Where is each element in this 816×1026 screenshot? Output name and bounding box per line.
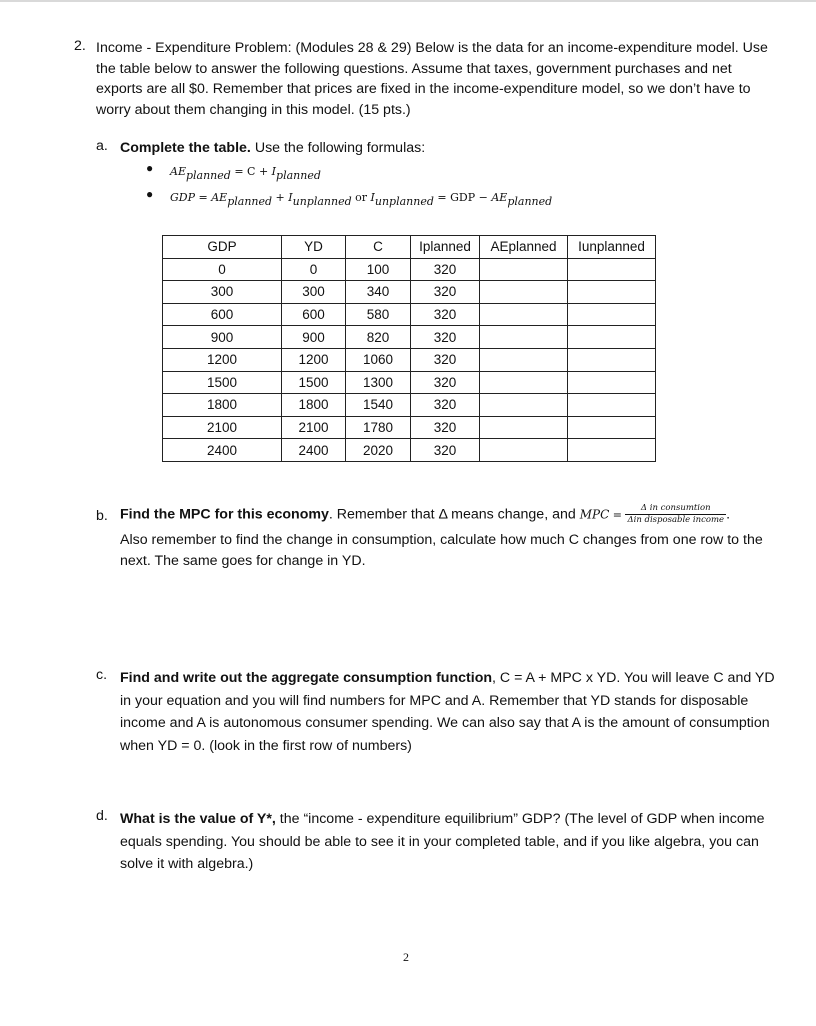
header-yd: YD xyxy=(282,236,346,259)
table-cell: 900 xyxy=(282,326,346,349)
table-cell[interactable] xyxy=(568,439,656,462)
table-cell: 320 xyxy=(411,348,480,371)
part-b-letter: b. xyxy=(96,508,108,524)
table-row xyxy=(163,394,656,417)
header-iplanned: Iplanned xyxy=(411,236,480,259)
table-cell[interactable] xyxy=(568,348,656,371)
part-a-letter: a. xyxy=(96,138,108,154)
table-cell[interactable] xyxy=(568,326,656,349)
table-cell: 320 xyxy=(411,394,480,417)
table-cell: 340 xyxy=(346,281,411,304)
table-cell: 1800 xyxy=(282,394,346,417)
table-cell: 2400 xyxy=(163,439,282,462)
table-row xyxy=(163,371,656,394)
table-cell[interactable] xyxy=(568,394,656,417)
table-cell: 2020 xyxy=(346,439,411,462)
table-cell[interactable] xyxy=(480,258,568,281)
table-cell[interactable] xyxy=(480,394,568,417)
table-cell: 2100 xyxy=(163,416,282,439)
table-cell: 1200 xyxy=(282,348,346,371)
table-cell[interactable] xyxy=(568,371,656,394)
table-cell: 820 xyxy=(346,326,411,349)
question-intro: Income - Expenditure Problem: (Modules 28 & 29) Below is the data for an income-expenditure model. Use the table below to answer the following questions. Assume that taxes, government purchases and net exports are all $0. Remember that prices are fixed in the income-expenditure model, so we don’t have to worry about them changing in this model. (15 pts.) xyxy=(96,40,768,118)
table-row xyxy=(163,326,656,349)
table-cell: 2100 xyxy=(282,416,346,439)
table-cell: 0 xyxy=(282,258,346,281)
table-cell[interactable] xyxy=(480,439,568,462)
part-a-bold: Complete the table. xyxy=(120,140,251,156)
table-cell: 600 xyxy=(282,303,346,326)
header-iunplanned: Iunplanned xyxy=(568,236,656,259)
table-cell: 320 xyxy=(411,303,480,326)
table-row xyxy=(163,416,656,439)
table-cell: 320 xyxy=(411,258,480,281)
header-c: C xyxy=(346,236,411,259)
table-cell[interactable] xyxy=(568,303,656,326)
table-cell: 1780 xyxy=(346,416,411,439)
part-d-bold: What is the value of Y*, xyxy=(120,811,276,827)
table-cell: 580 xyxy=(346,303,411,326)
table-cell[interactable] xyxy=(480,416,568,439)
formula-gdp: GDP = $AE_{planned} + I_{unplanned}$ or $I_{unplanned}$ = GDP − $AE_{planned}$ xyxy=(170,191,553,208)
part-c-letter: c. xyxy=(96,667,108,683)
part-a-text: Use the following formulas: xyxy=(250,140,426,156)
table-cell: 1500 xyxy=(163,371,282,394)
page-number: 2 xyxy=(403,950,409,964)
header-aeplanned: AEplanned xyxy=(480,236,568,259)
part-b-line1: Find the MPC for this economy. Remember that Δ means change, and MPC = $\frac{\text{Δ in consumtion}}{\text{Δin disposable income}}$ . xyxy=(120,503,731,525)
table-row xyxy=(163,281,656,304)
bullet-icon: ● xyxy=(146,187,154,201)
part-b-text: Also remember to find the change in consumption, calculate how much C changes from one row to the next. The same goes for change in YD. xyxy=(120,532,763,569)
table-cell[interactable] xyxy=(568,416,656,439)
table-cell: 320 xyxy=(411,281,480,304)
part-c-text: Find and write out the aggregate consumption function, C = A + MPC x YD. You will leave C and YD in your equation and you will find numbers for MPC and A. Remember that YD stands for disposable income and A is autonomous consumer spending. We can also say that A is the amount of consumption when YD = 0. (look in the first row of numbers) xyxy=(120,670,775,754)
table-cell[interactable] xyxy=(480,281,568,304)
top-border xyxy=(0,0,816,2)
table-cell[interactable] xyxy=(480,303,568,326)
table-cell: 320 xyxy=(411,416,480,439)
income-expenditure-table xyxy=(162,235,656,462)
table-row xyxy=(163,303,656,326)
table-cell[interactable] xyxy=(480,371,568,394)
table-row xyxy=(163,258,656,281)
table-cell: 1300 xyxy=(346,371,411,394)
table-cell: 320 xyxy=(411,326,480,349)
table-cell: 300 xyxy=(163,281,282,304)
part-a-instruction xyxy=(120,138,425,159)
table-cell: 600 xyxy=(163,303,282,326)
table-cell: 1540 xyxy=(346,394,411,417)
table-cell: 900 xyxy=(163,326,282,349)
table-cell[interactable] xyxy=(568,258,656,281)
table-cell[interactable] xyxy=(480,326,568,349)
table-cell: 320 xyxy=(411,439,480,462)
question-number: 2. xyxy=(74,38,86,54)
part-d-text: What is the value of Y*, the “income - expenditure equilibrium” GDP? (The level of GDP when income equals spending. You should be able to see it in your completed table, and if you like algebra, you can solve it with algebra.) xyxy=(120,811,765,872)
bullet-icon: ● xyxy=(146,161,154,175)
table-cell: 1800 xyxy=(163,394,282,417)
table-header-row xyxy=(163,236,656,259)
table-cell: 320 xyxy=(411,371,480,394)
table-cell: 0 xyxy=(163,258,282,281)
part-c-bold: Find and write out the aggregate consumption function xyxy=(120,670,493,686)
table-cell[interactable] xyxy=(568,281,656,304)
table-cell: 2400 xyxy=(282,439,346,462)
formula-ae-planned: $AE_{planned} = C + I_{planned}$ xyxy=(170,165,321,182)
table-row xyxy=(163,348,656,371)
table-cell: 1500 xyxy=(282,371,346,394)
part-d-letter: d. xyxy=(96,808,108,824)
table-cell: 300 xyxy=(282,281,346,304)
header-gdp: GDP xyxy=(163,236,282,259)
part-b-bold: Find the MPC for this economy xyxy=(120,506,329,523)
table-cell[interactable] xyxy=(480,348,568,371)
table-cell: 100 xyxy=(346,258,411,281)
mpc-fraction: $\frac{\text{Δ in consumtion}}{\text{Δin disposable income}}$ xyxy=(627,503,725,525)
table-cell: 1060 xyxy=(346,348,411,371)
table-row xyxy=(163,439,656,462)
table-cell: 1200 xyxy=(163,348,282,371)
